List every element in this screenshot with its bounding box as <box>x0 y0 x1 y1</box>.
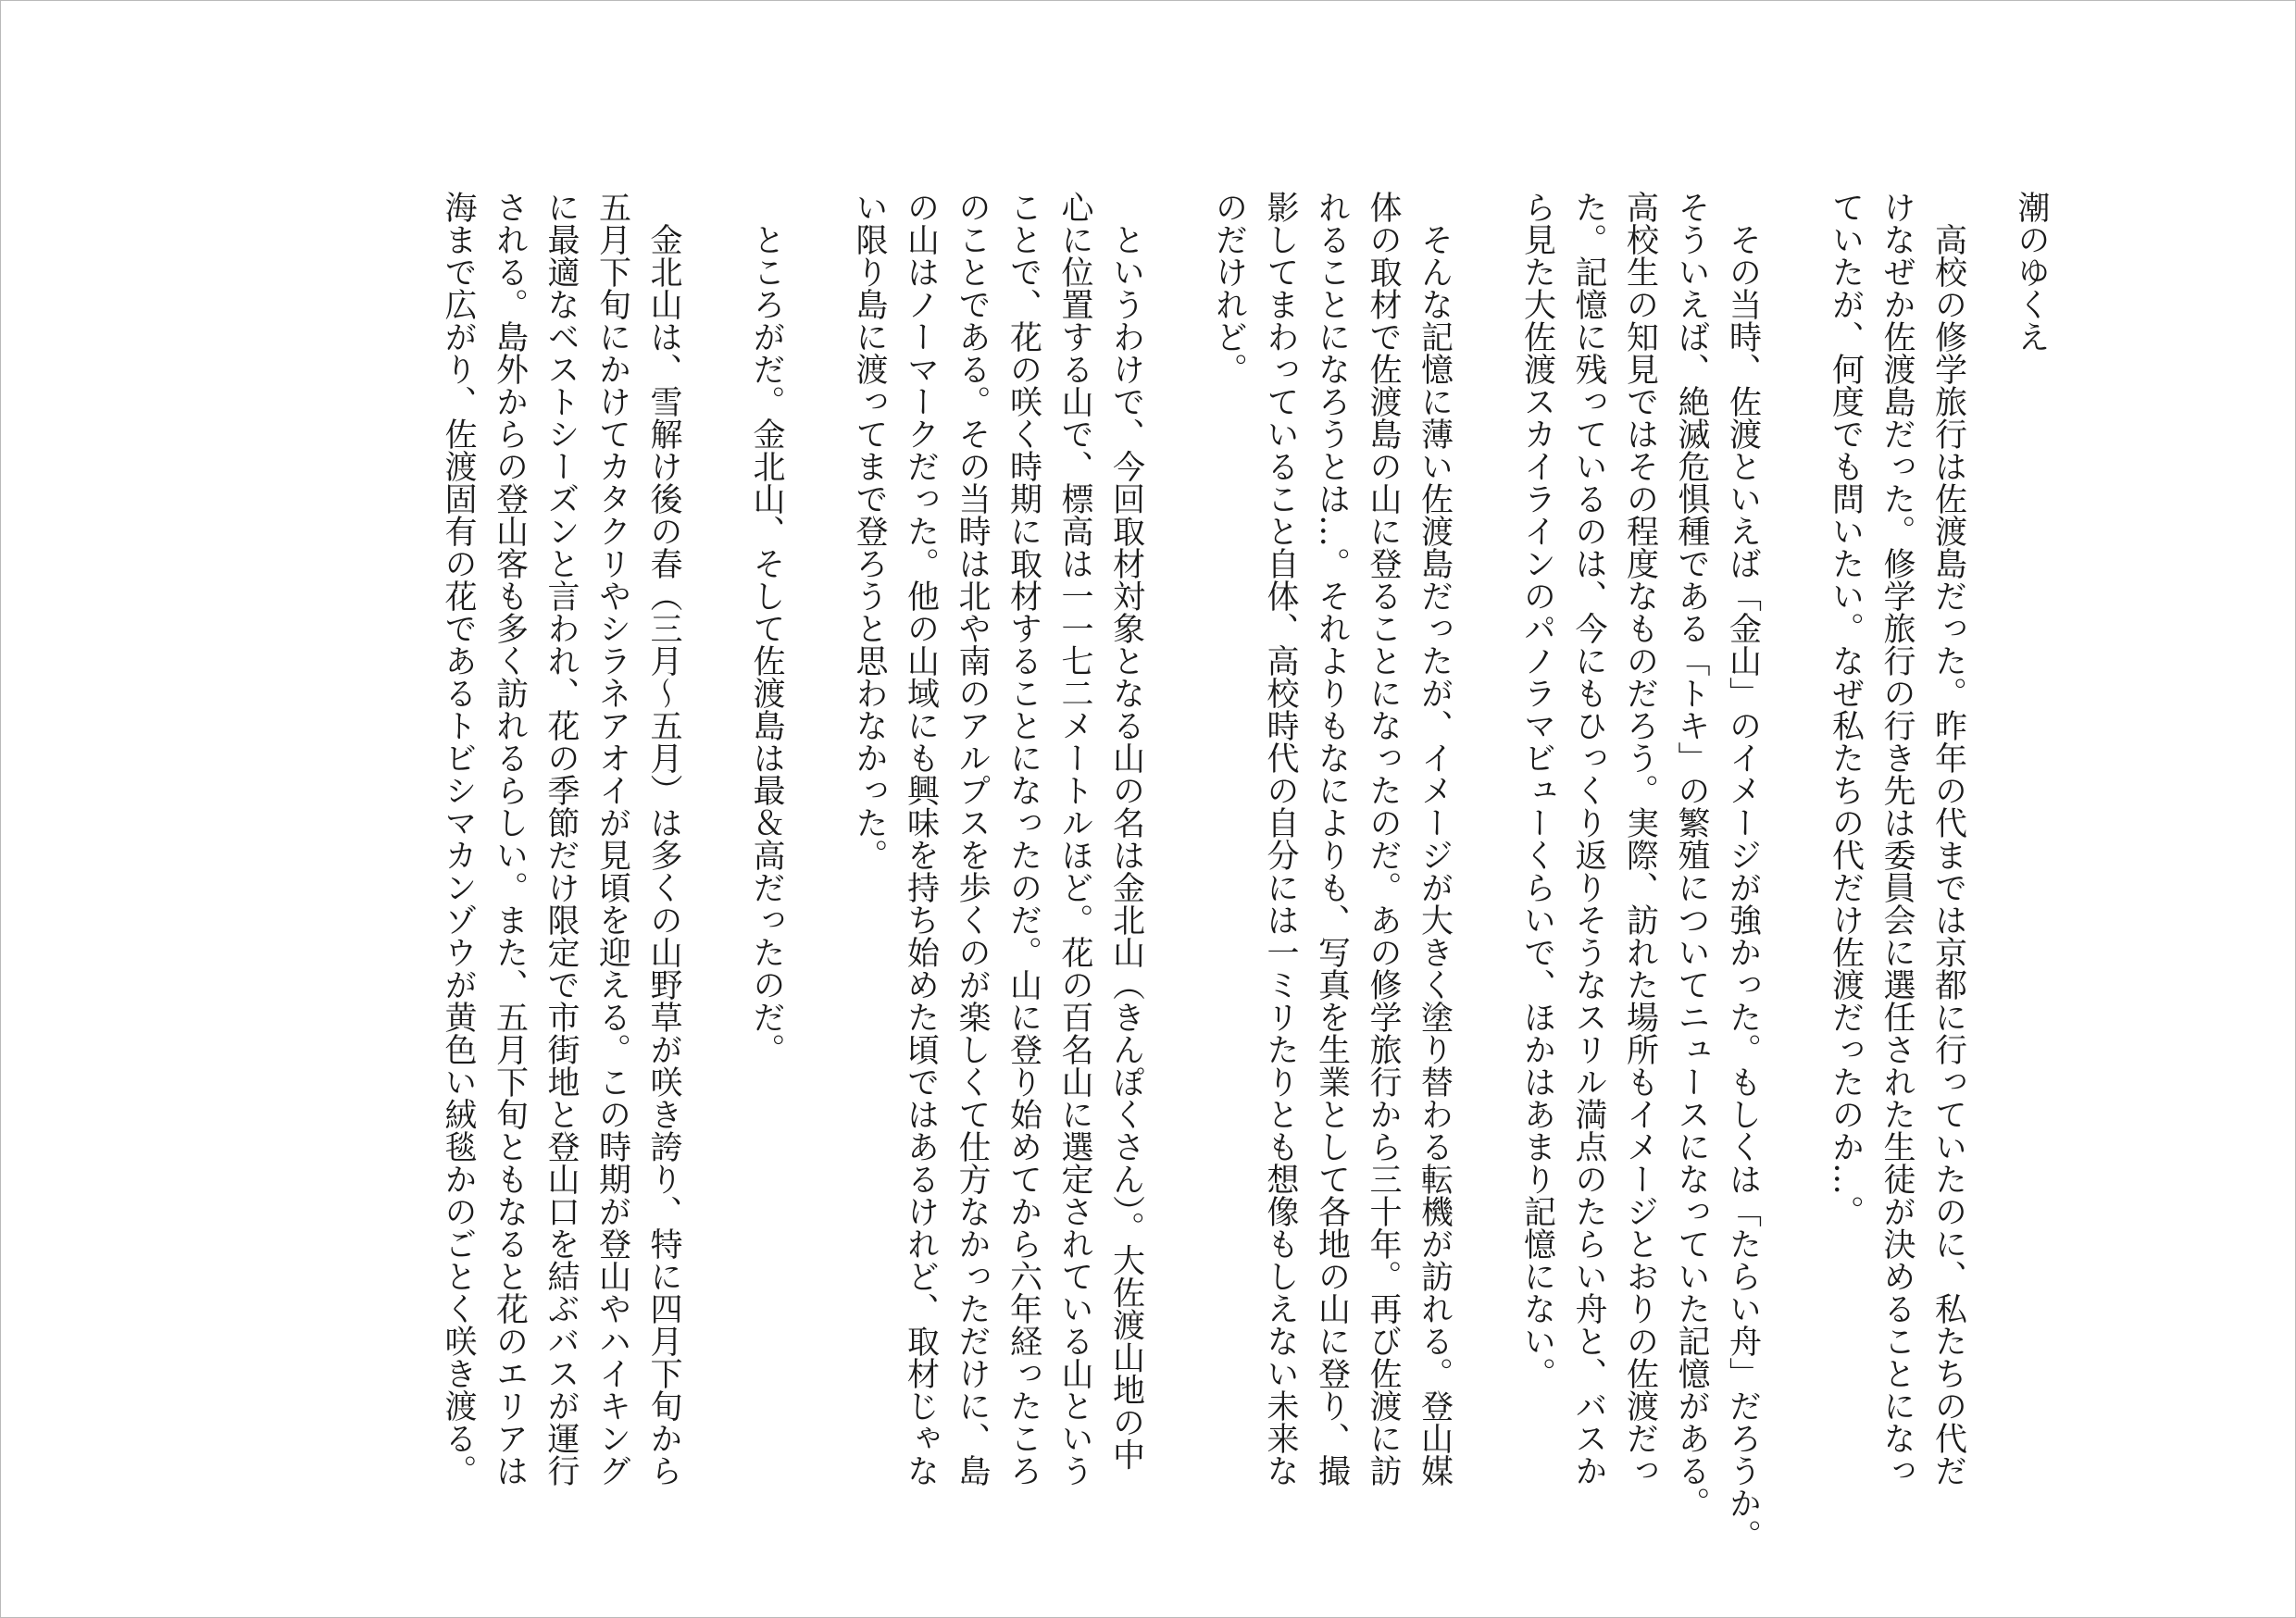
text-line: 金北山は、雪解け後の春（三月〜五月）は多くの山野草が咲き誇り、特に四月下旬から <box>645 191 682 1487</box>
vertical-text-block <box>432 191 2057 1551</box>
text-line: 海まで広がり、佐渡固有の花であるトビシマカンゾウが黄色い絨毯かのごとく咲き渡る。 <box>440 191 477 1487</box>
text-line: ら見た大佐渡スカイラインのパノラマビューくらいで、ほかはあまり記憶にない。 <box>1518 191 1556 1389</box>
text-line: というわけで、今回取材対象となる山の名は金北山（きんぽくさん）。大佐渡山地の中 <box>1107 191 1145 1471</box>
text-line: される。島外からの登山客も多く訪れるらしい。また、五月下旬ともなると花のエリアは <box>491 191 529 1487</box>
text-line: に最適なベストシーズンと言われ、花の季節だけ限定で市街地と登山口を結ぶバスが運行 <box>543 191 580 1487</box>
body-text <box>432 191 1974 1551</box>
text-line: れることになろうとは…。それよりもなによりも、写真を生業として各地の山に登り、撮 <box>1313 191 1351 1487</box>
text-line: た。記憶に残っているのは、今にもひっくり返りそうなスリル満点のたらい舟と、バスか <box>1570 191 1607 1487</box>
text-line: のことである。その当時は北や南のアルプスを歩くのが楽しくて仕方なかっただけに、島 <box>954 191 991 1487</box>
text-line: ていたが、何度でも問いたい。なぜ私たちの代だけ佐渡だったのか…。 <box>1827 191 1865 1227</box>
text-line: 心に位置する山で、標高は一一七二メートルほど。花の百名山に選定されている山という <box>1056 191 1093 1487</box>
text-line: 高校の修学旅行は佐渡島だった。昨年の代までは京都に行っていたのに、私たちの代だ <box>1929 191 1967 1487</box>
text-line: 体の取材で佐渡島の山に登ることになったのだ。あの修学旅行から三十年。再び佐渡に訪 <box>1365 191 1402 1487</box>
text-line: い限り島に渡ってまで登ろうと思わなかった。 <box>851 191 888 871</box>
document-title: 潮のゆくえ <box>2013 191 2050 353</box>
text-line: その当時、佐渡といえば「金山」のイメージが強かった。もしくは「たらい舟」だろうか。 <box>1724 191 1762 1551</box>
text-line: そういえば、絶滅危惧種である「トキ」の繁殖についてニュースになっていた記憶がある。 <box>1673 191 1710 1519</box>
text-line: そんな記憶に薄い佐渡島だったが、イメージが大きく塗り替わる転機が訪れる。登山媒 <box>1416 191 1454 1487</box>
text-line: けなぜか佐渡島だった。修学旅行の行き先は委員会に選任された生徒が決めることになっ <box>1878 191 1915 1487</box>
paragraph-break <box>1768 191 1820 1431</box>
text-line: 高校生の知見ではその程度なものだろう。実際、訪れた場所もイメージとおりの佐渡だっ <box>1621 191 1659 1487</box>
text-line: 影してまわっていること自体、高校時代の自分には一ミリたりとも想像もしえない未来な <box>1262 191 1299 1487</box>
paragraph-break <box>792 191 843 1431</box>
text-line: 五月下旬にかけてカタクリやシラネアオイが見頃を迎える。この時期が登山やハイキング <box>593 191 631 1487</box>
text-line: ところがだ。金北山、そして佐渡島は最＆高だったのだ。 <box>748 191 785 1065</box>
text-line: ことで、花の咲く時期に取材することになったのだ。山に登り始めてから六年経ったころ <box>1004 191 1042 1487</box>
paragraph-break <box>1460 191 1512 1431</box>
text-line: の山はノーマークだった。他の山域にも興味を持ち始めた頃ではあるけれど、取材じゃな <box>902 191 940 1487</box>
paragraph-break <box>1152 191 1204 1431</box>
paragraph-break <box>689 191 741 1431</box>
text-line: のだけれど。 <box>1210 191 1248 385</box>
